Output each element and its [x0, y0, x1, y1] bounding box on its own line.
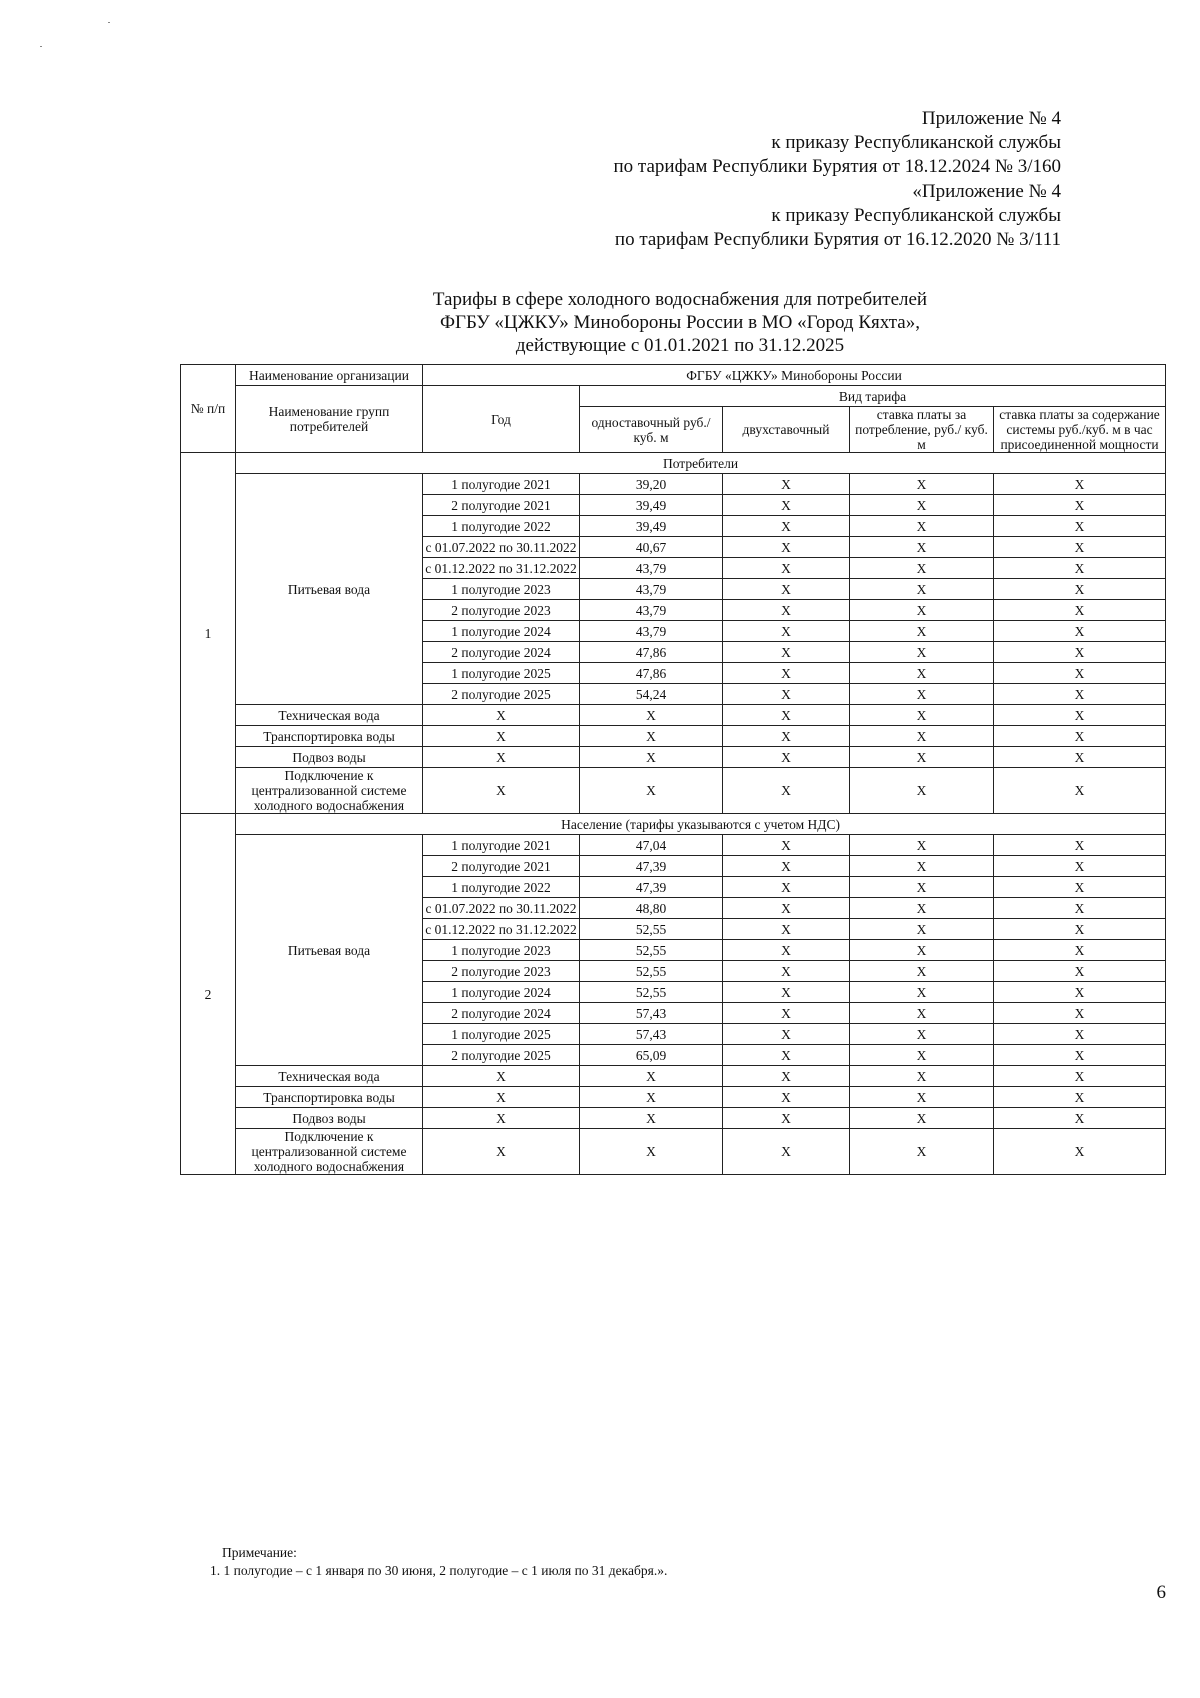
consumption-rate-cell: X [850, 621, 994, 642]
service-year-cell: X [423, 1129, 580, 1175]
consumption-rate-cell: X [850, 1045, 994, 1066]
double-rate-cell: X [723, 856, 850, 877]
service-name: Техническая вода [236, 705, 423, 726]
maintenance-rate-cell: X [994, 747, 1166, 768]
page-number: 6 [1156, 1582, 1166, 1603]
single-rate-cell: 52,55 [580, 940, 723, 961]
maintenance-rate-cell: X [994, 877, 1166, 898]
maintenance-rate-cell: X [994, 663, 1166, 684]
double-rate-cell: X [723, 537, 850, 558]
appendix-header [614, 107, 1061, 252]
single-rate-cell: 47,39 [580, 877, 723, 898]
period-cell: с 01.12.2022 по 31.12.2022 [423, 919, 580, 940]
period-cell: 1 полугодие 2023 [423, 579, 580, 600]
double-rate-cell: X [723, 961, 850, 982]
double-rate-cell: X [723, 579, 850, 600]
period-cell: 1 полугодие 2023 [423, 940, 580, 961]
single-rate-cell: 39,49 [580, 516, 723, 537]
double-rate-cell: X [723, 768, 850, 814]
section-title-row [181, 453, 1166, 474]
period-cell: 1 полугодие 2021 [423, 474, 580, 495]
consumption-rate-cell: X [850, 684, 994, 705]
maintenance-rate-cell: X [994, 621, 1166, 642]
header-group: Наименование групп потребителей [236, 386, 423, 453]
service-row [181, 705, 1166, 726]
period-cell: 2 полугодие 2024 [423, 642, 580, 663]
single-rate-cell: 43,79 [580, 600, 723, 621]
single-rate-cell: X [580, 747, 723, 768]
consumption-rate-cell: X [850, 495, 994, 516]
double-rate-cell: X [723, 1129, 850, 1175]
single-rate-cell: 43,79 [580, 558, 723, 579]
double-rate-cell: X [723, 1045, 850, 1066]
consumption-rate-cell: X [850, 558, 994, 579]
maintenance-rate-cell: X [994, 600, 1166, 621]
maintenance-rate-cell: X [994, 1045, 1166, 1066]
single-rate-cell: X [580, 1087, 723, 1108]
note-item: 1. 1 полугодие – с 1 января по 30 июня, 2 полугодие – с 1 июля по 31 декабря.». [210, 1563, 668, 1578]
double-rate-cell: X [723, 982, 850, 1003]
consumption-rate-cell: X [850, 747, 994, 768]
title-line: действующие с 01.01.2021 по 31.12.2025 [515, 335, 845, 356]
consumption-rate-cell: X [850, 898, 994, 919]
single-rate-cell: 57,43 [580, 1003, 723, 1024]
double-rate-cell: X [723, 684, 850, 705]
section-title: Потребители [236, 453, 1166, 474]
double-rate-cell: X [723, 1108, 850, 1129]
single-rate-cell: 43,79 [580, 621, 723, 642]
service-year-cell: X [423, 705, 580, 726]
period-cell: 1 полугодие 2025 [423, 663, 580, 684]
service-name: Подвоз воды [236, 1108, 423, 1129]
single-rate-cell: X [580, 1108, 723, 1129]
maintenance-rate-cell: X [994, 579, 1166, 600]
consumption-rate-cell: X [850, 877, 994, 898]
single-rate-cell: 47,39 [580, 856, 723, 877]
double-rate-cell: X [723, 835, 850, 856]
maintenance-rate-cell: X [994, 768, 1166, 814]
maintenance-rate-cell: X [994, 1066, 1166, 1087]
consumption-rate-cell: X [850, 1108, 994, 1129]
double-rate-cell: X [723, 1066, 850, 1087]
double-rate-cell: X [723, 705, 850, 726]
header-line: по тарифам Республики Бурятия от 16.12.2020 № 3/111 [614, 229, 1061, 251]
maintenance-rate-cell: X [994, 919, 1166, 940]
consumption-rate-cell: X [850, 705, 994, 726]
consumption-rate-cell: X [850, 726, 994, 747]
double-rate-cell: X [723, 642, 850, 663]
document-title [180, 288, 1180, 357]
single-rate-cell: 47,86 [580, 663, 723, 684]
consumption-rate-cell: X [850, 642, 994, 663]
section-number: 1 [181, 453, 236, 814]
maintenance-rate-cell: X [994, 961, 1166, 982]
header-line: к приказу Республиканской службы [771, 204, 1061, 226]
service-year-cell: X [423, 1087, 580, 1108]
period-cell: 1 полугодие 2022 [423, 877, 580, 898]
single-rate-cell: X [580, 705, 723, 726]
double-rate-cell: X [723, 495, 850, 516]
consumption-rate-cell: X [850, 768, 994, 814]
single-rate-cell: X [580, 1129, 723, 1175]
single-rate-cell: 47,04 [580, 835, 723, 856]
header-org-name: ФГБУ «ЦЖКУ» Минобороны России [423, 365, 1166, 386]
consumption-rate-cell: X [850, 835, 994, 856]
maintenance-rate-cell: X [994, 898, 1166, 919]
consumption-rate-cell: X [850, 982, 994, 1003]
header-line: «Приложение № 4 [912, 180, 1061, 202]
consumption-rate-cell: X [850, 919, 994, 940]
service-year-cell: X [423, 1108, 580, 1129]
period-cell: 1 полугодие 2021 [423, 835, 580, 856]
service-row [181, 768, 1166, 814]
service-name: Транспортировка воды [236, 1087, 423, 1108]
tariff-table [180, 364, 1166, 1175]
service-row [181, 747, 1166, 768]
double-rate-cell: X [723, 747, 850, 768]
header-double: двухставочный [723, 407, 850, 453]
single-rate-cell: 47,86 [580, 642, 723, 663]
period-cell: 2 полугодие 2021 [423, 495, 580, 516]
service-row [181, 1108, 1166, 1129]
maintenance-rate-cell: X [994, 558, 1166, 579]
header-tariff-type: Вид тарифа [580, 386, 1166, 407]
notes [210, 1544, 668, 1580]
service-name: Подвоз воды [236, 747, 423, 768]
maintenance-rate-cell: X [994, 1108, 1166, 1129]
table-row [181, 474, 1166, 495]
period-cell: 2 полугодие 2025 [423, 684, 580, 705]
double-rate-cell: X [723, 1003, 850, 1024]
drinking-water-label: Питьевая вода [236, 835, 423, 1066]
maintenance-rate-cell: X [994, 642, 1166, 663]
period-cell: 1 полугодие 2024 [423, 982, 580, 1003]
maintenance-rate-cell: X [994, 1003, 1166, 1024]
double-rate-cell: X [723, 940, 850, 961]
maintenance-rate-cell: X [994, 856, 1166, 877]
service-name: Подключение к централизованной системе холодного водоснабжения [236, 1129, 423, 1175]
double-rate-cell: X [723, 898, 850, 919]
maintenance-rate-cell: X [994, 705, 1166, 726]
title-line: Тарифы в сфере холодного водоснабжения для потребителей [432, 289, 928, 310]
maintenance-rate-cell: X [994, 940, 1166, 961]
consumption-rate-cell: X [850, 600, 994, 621]
consumption-rate-cell: X [850, 579, 994, 600]
single-rate-cell: X [580, 726, 723, 747]
service-year-cell: X [423, 768, 580, 814]
double-rate-cell: X [723, 558, 850, 579]
service-year-cell: X [423, 1066, 580, 1087]
header-line: к приказу Республиканской службы [771, 132, 1061, 154]
title-line: ФГБУ «ЦЖКУ» Минобороны России в МО «Город Кяхта», [439, 312, 920, 333]
consumption-rate-cell: X [850, 1066, 994, 1087]
maintenance-rate-cell: X [994, 684, 1166, 705]
period-cell: 2 полугодие 2024 [423, 1003, 580, 1024]
double-rate-cell: X [723, 919, 850, 940]
period-cell: с 01.12.2022 по 31.12.2022 [423, 558, 580, 579]
scan-speck [40, 46, 42, 47]
single-rate-cell: 52,55 [580, 919, 723, 940]
header-line: по тарифам Республики Бурятия от 18.12.2024 № 3/160 [613, 156, 1061, 178]
service-year-cell: X [423, 747, 580, 768]
header-single: одноставочный руб./ куб. м [580, 407, 723, 453]
double-rate-cell: X [723, 877, 850, 898]
section-title: Население (тарифы указываются с учетом НДС) [236, 814, 1166, 835]
consumption-rate-cell: X [850, 1024, 994, 1045]
double-rate-cell: X [723, 663, 850, 684]
period-cell: с 01.07.2022 по 30.11.2022 [423, 537, 580, 558]
service-row [181, 1087, 1166, 1108]
period-cell: 1 полугодие 2024 [423, 621, 580, 642]
period-cell: 2 полугодие 2023 [423, 600, 580, 621]
single-rate-cell: 54,24 [580, 684, 723, 705]
single-rate-cell: 43,79 [580, 579, 723, 600]
service-name: Подключение к централизованной системе холодного водоснабжения [236, 768, 423, 814]
consumption-rate-cell: X [850, 1087, 994, 1108]
maintenance-rate-cell: X [994, 1024, 1166, 1045]
double-rate-cell: X [723, 726, 850, 747]
period-cell: 1 полугодие 2022 [423, 516, 580, 537]
header-year: Год [423, 386, 580, 453]
maintenance-rate-cell: X [994, 516, 1166, 537]
maintenance-rate-cell: X [994, 835, 1166, 856]
double-rate-cell: X [723, 474, 850, 495]
header-num: № п/п [181, 365, 236, 453]
single-rate-cell: 48,80 [580, 898, 723, 919]
single-rate-cell: X [580, 1066, 723, 1087]
service-row [181, 1129, 1166, 1175]
period-cell: 2 полугодие 2023 [423, 961, 580, 982]
single-rate-cell: 40,67 [580, 537, 723, 558]
notes-label: Примечание: [222, 1545, 297, 1560]
maintenance-rate-cell: X [994, 495, 1166, 516]
section-title-row [181, 814, 1166, 835]
header-org-label: Наименование организации [236, 365, 423, 386]
consumption-rate-cell: X [850, 856, 994, 877]
service-name: Транспортировка воды [236, 726, 423, 747]
single-rate-cell: 65,09 [580, 1045, 723, 1066]
section-number: 2 [181, 814, 236, 1175]
header-line: Приложение № 4 [921, 108, 1061, 129]
drinking-water-label: Питьевая вода [236, 474, 423, 705]
consumption-rate-cell: X [850, 940, 994, 961]
service-row [181, 726, 1166, 747]
single-rate-cell: 39,49 [580, 495, 723, 516]
maintenance-rate-cell: X [994, 982, 1166, 1003]
double-rate-cell: X [723, 621, 850, 642]
consumption-rate-cell: X [850, 1003, 994, 1024]
consumption-rate-cell: X [850, 474, 994, 495]
double-rate-cell: X [723, 600, 850, 621]
maintenance-rate-cell: X [994, 726, 1166, 747]
consumption-rate-cell: X [850, 537, 994, 558]
service-name: Техническая вода [236, 1066, 423, 1087]
double-rate-cell: X [723, 1024, 850, 1045]
maintenance-rate-cell: X [994, 1129, 1166, 1175]
service-row [181, 1066, 1166, 1087]
double-rate-cell: X [723, 1087, 850, 1108]
consumption-rate-cell: X [850, 516, 994, 537]
consumption-rate-cell: X [850, 663, 994, 684]
consumption-rate-cell: X [850, 1129, 994, 1175]
single-rate-cell: 39,20 [580, 474, 723, 495]
single-rate-cell: X [580, 768, 723, 814]
service-year-cell: X [423, 726, 580, 747]
scan-speck [108, 22, 110, 23]
single-rate-cell: 52,55 [580, 982, 723, 1003]
period-cell: 2 полугодие 2025 [423, 1045, 580, 1066]
period-cell: с 01.07.2022 по 30.11.2022 [423, 898, 580, 919]
maintenance-rate-cell: X [994, 474, 1166, 495]
period-cell: 2 полугодие 2021 [423, 856, 580, 877]
consumption-rate-cell: X [850, 961, 994, 982]
period-cell: 1 полугодие 2025 [423, 1024, 580, 1045]
table-row [181, 835, 1166, 856]
header-consumption: ставка платы за потребление, руб./ куб. м [850, 407, 994, 453]
header-maintenance: ставка платы за содержание системы руб./куб. м в час присоединенной мощности [994, 407, 1166, 453]
single-rate-cell: 57,43 [580, 1024, 723, 1045]
maintenance-rate-cell: X [994, 1087, 1166, 1108]
double-rate-cell: X [723, 516, 850, 537]
maintenance-rate-cell: X [994, 537, 1166, 558]
single-rate-cell: 52,55 [580, 961, 723, 982]
